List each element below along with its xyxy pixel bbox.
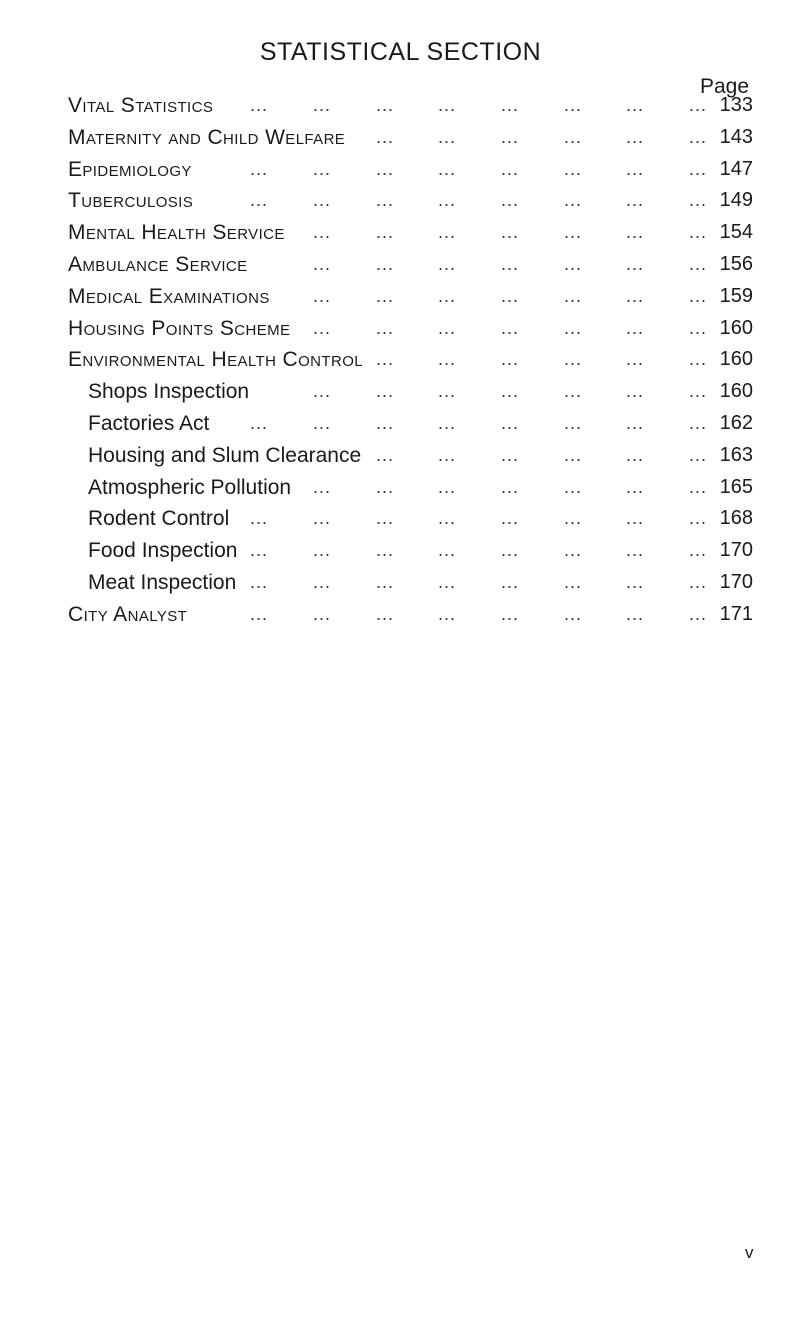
leader-dot-group: ... (564, 444, 583, 465)
toc-entry (0, 344, 801, 376)
leader-dots (0, 408, 801, 440)
leader-dot-group: ... (250, 508, 269, 529)
leader-dots (0, 90, 801, 122)
leader-dot-group: ... (501, 222, 520, 243)
toc-entry (0, 249, 801, 281)
leader-dots (0, 122, 801, 154)
leader-dot-group: ... (689, 540, 708, 561)
leader-dot-group: ... (501, 95, 520, 115)
leader-dot-group: ... (501, 603, 520, 624)
toc-subentry (0, 440, 801, 472)
leader-dot-group: ... (626, 540, 645, 561)
leader-dot-group: ... (626, 603, 645, 624)
leader-dot-group: ... (313, 95, 332, 115)
leader-dot-group: ... (376, 95, 395, 115)
leader-dot-group: ... (564, 508, 583, 529)
leader-dot-group: ... (438, 95, 457, 115)
toc-entry (0, 281, 801, 313)
leader-dot-group: ... (313, 222, 332, 243)
toc-entry-title: City Analyst (68, 602, 188, 626)
leader-dot-group: ... (501, 508, 520, 529)
toc-entry-title: Mental Health Service (68, 221, 285, 245)
toc-entry-page: 154 (719, 221, 753, 244)
toc-entry-title: Vital Statistics (68, 94, 214, 117)
leader-dot-group: ... (250, 540, 269, 561)
leader-dot-group: ... (501, 412, 520, 433)
leader-dot-group: ... (564, 253, 583, 274)
leader-dot-group: ... (689, 317, 708, 338)
leader-dot-group: ... (626, 222, 645, 243)
leader-dot-group: ... (626, 126, 645, 147)
leader-dot-group: ... (438, 444, 457, 465)
leader-dots (0, 313, 801, 345)
leader-dot-group: ... (313, 508, 332, 529)
leader-dot-group: ... (564, 476, 583, 497)
leader-dot-group: ... (564, 540, 583, 561)
toc-entry (0, 313, 801, 345)
leader-dots (0, 535, 801, 567)
section-heading: STATISTICAL SECTION (259, 38, 542, 66)
leader-dot-group: ... (626, 381, 645, 402)
leader-dot-group: ... (313, 412, 332, 433)
leader-dots (0, 376, 801, 408)
leader-dot-group: ... (376, 381, 395, 402)
leader-dot-group: ... (626, 253, 645, 274)
leader-dot-group: ... (564, 317, 583, 338)
leader-dot-group: ... (438, 285, 457, 306)
toc-subentry (0, 376, 801, 408)
leader-dot-group: ... (501, 126, 520, 147)
leader-dot-group: ... (250, 95, 269, 115)
leader-dot-group: ... (376, 603, 395, 624)
leader-dot-group: ... (689, 571, 708, 592)
leader-dot-group: ... (313, 540, 332, 561)
leader-dot-group: ... (376, 571, 395, 592)
page-folio: v (745, 1243, 754, 1262)
leader-dot-group: ... (376, 253, 395, 274)
toc-entry-page: 170 (719, 570, 753, 593)
leader-dot-group: ... (689, 476, 708, 497)
leader-dot-group: ... (501, 476, 520, 497)
toc-entry-page: 171 (719, 602, 753, 625)
toc-entry-page: 160 (719, 316, 753, 339)
leader-dot-group: ... (250, 190, 269, 211)
leader-dot-group: ... (376, 412, 395, 433)
leader-dot-group: ... (626, 476, 645, 497)
leader-dot-group: ... (313, 285, 332, 306)
toc-entry-title: Atmospheric Pollution (88, 475, 292, 499)
leader-dots (0, 440, 801, 472)
leader-dot-group: ... (626, 349, 645, 370)
toc-entry-title: Housing Points Scheme (68, 316, 291, 340)
leader-dot-group: ... (438, 253, 457, 274)
leader-dot-group: ... (438, 349, 457, 370)
leader-dot-group: ... (376, 158, 395, 179)
leader-dots (0, 503, 801, 535)
toc-subentry (0, 472, 801, 504)
toc-entry-title: Epidemiology (68, 157, 192, 181)
leader-dot-group: ... (501, 285, 520, 306)
page-column-label: Page (700, 75, 750, 98)
toc-entry-page: 159 (719, 284, 753, 307)
leader-dot-group: ... (376, 190, 395, 211)
toc-subentry (0, 503, 801, 535)
leader-dot-group: ... (564, 381, 583, 402)
leader-dots (0, 249, 801, 281)
leader-dot-group: ... (564, 285, 583, 306)
leader-dot-group: ... (689, 253, 708, 274)
leader-dots (0, 344, 801, 376)
leader-dot-group: ... (689, 126, 708, 147)
leader-dots (0, 185, 801, 217)
leader-dot-group: ... (626, 285, 645, 306)
leader-dot-group: ... (376, 126, 395, 147)
leader-dot-group: ... (564, 603, 583, 624)
leader-dot-group: ... (564, 571, 583, 592)
leader-dot-group: ... (313, 571, 332, 592)
leader-dot-group: ... (626, 190, 645, 211)
toc-entry (0, 154, 801, 186)
toc-entry-page: 143 (719, 125, 753, 148)
leader-dot-group: ... (376, 285, 395, 306)
leader-dot-group: ... (564, 349, 583, 370)
toc-subentry (0, 567, 801, 599)
toc-subentry (0, 535, 801, 567)
toc-entry-title: Environmental Health Control (68, 348, 364, 372)
leader-dot-group: ... (501, 444, 520, 465)
leader-dot-group: ... (689, 190, 708, 211)
leader-dot-group: ... (250, 603, 269, 624)
leader-dot-group: ... (689, 508, 708, 529)
toc-entry (0, 217, 801, 249)
leader-dot-group: ... (501, 158, 520, 179)
toc-entry-page: 156 (719, 252, 753, 275)
leader-dot-group: ... (313, 381, 332, 402)
leader-dot-group: ... (438, 412, 457, 433)
leader-dot-group: ... (689, 444, 708, 465)
toc-entry-page: 162 (719, 411, 753, 434)
leader-dot-group: ... (626, 317, 645, 338)
leader-dot-group: ... (250, 412, 269, 433)
leader-dot-group: ... (626, 508, 645, 529)
toc-entry (0, 90, 801, 122)
leader-dot-group: ... (689, 158, 708, 179)
toc-entry-title: Medical Examinations (68, 284, 270, 308)
leader-dot-group: ... (501, 381, 520, 402)
toc-entry-page: 149 (719, 189, 753, 212)
toc-entry (0, 122, 801, 154)
leader-dot-group: ... (438, 381, 457, 402)
leader-dot-group: ... (501, 571, 520, 592)
leader-dot-group: ... (313, 476, 332, 497)
leader-dots (0, 217, 801, 249)
toc-entry-title: Meat Inspection (88, 570, 237, 594)
leader-dot-group: ... (250, 571, 269, 592)
leader-dot-group: ... (376, 222, 395, 243)
leader-dot-group: ... (564, 158, 583, 179)
leader-dot-group: ... (564, 412, 583, 433)
leader-dot-group: ... (689, 603, 708, 624)
leader-dot-group: ... (501, 317, 520, 338)
leader-dot-group: ... (438, 540, 457, 561)
leader-dot-group: ... (250, 158, 269, 179)
leader-dot-group: ... (438, 126, 457, 147)
leader-dot-group: ... (626, 412, 645, 433)
toc-entry-page: 160 (719, 348, 753, 371)
leader-dot-group: ... (564, 190, 583, 211)
leader-dot-group: ... (376, 349, 395, 370)
leader-dot-group: ... (438, 190, 457, 211)
toc-entry-page: 168 (719, 507, 753, 530)
table-of-contents (0, 90, 801, 631)
leader-dot-group: ... (689, 95, 708, 115)
toc-entry (0, 599, 801, 631)
toc-entry-page: 170 (719, 539, 753, 562)
leader-dot-group: ... (626, 444, 645, 465)
leader-dot-group: ... (438, 158, 457, 179)
leader-dot-group: ... (501, 349, 520, 370)
leader-dot-group: ... (376, 444, 395, 465)
leader-dot-group: ... (376, 476, 395, 497)
toc-entry-page: 147 (719, 157, 753, 180)
leader-dot-group: ... (689, 222, 708, 243)
leader-dot-group: ... (626, 95, 645, 115)
leader-dot-group: ... (376, 540, 395, 561)
leader-dots (0, 154, 801, 186)
leader-dot-group: ... (626, 158, 645, 179)
leader-dots (0, 567, 801, 599)
leader-dot-group: ... (689, 412, 708, 433)
toc-entry-title: Housing and Slum Clearance (88, 443, 362, 467)
leader-dot-group: ... (438, 571, 457, 592)
toc-entry-title: Maternity and Child Welfare (68, 125, 346, 149)
leader-dot-group: ... (564, 126, 583, 147)
leader-dot-group: ... (626, 571, 645, 592)
leader-dot-group: ... (313, 603, 332, 624)
toc-entry-title: Shops Inspection (88, 380, 250, 404)
toc-entry-title: Tuberculosis (68, 189, 194, 213)
toc-subentry (0, 408, 801, 440)
leader-dot-group: ... (313, 158, 332, 179)
leader-dot-group: ... (376, 508, 395, 529)
toc-entry-title: Rodent Control (88, 507, 230, 531)
leader-dot-group: ... (438, 476, 457, 497)
leader-dot-group: ... (564, 95, 583, 115)
leader-dot-group: ... (313, 317, 332, 338)
leader-dot-group: ... (501, 253, 520, 274)
leader-dot-group: ... (689, 285, 708, 306)
leader-dot-group: ... (313, 253, 332, 274)
toc-entry-page: 163 (719, 443, 753, 466)
leader-dot-group: ... (438, 603, 457, 624)
leader-dots (0, 472, 801, 504)
leader-dot-group: ... (438, 508, 457, 529)
leader-dots (0, 599, 801, 631)
toc-entry (0, 185, 801, 217)
leader-dot-group: ... (313, 190, 332, 211)
leader-dot-group: ... (438, 317, 457, 338)
leader-dot-group: ... (501, 190, 520, 211)
toc-entry-page: 133 (719, 94, 753, 116)
toc-entry-page: 160 (719, 380, 753, 403)
toc-entry-title: Food Inspection (88, 539, 238, 563)
leader-dot-group: ... (689, 381, 708, 402)
leader-dot-group: ... (564, 222, 583, 243)
leader-dot-group: ... (376, 317, 395, 338)
toc-entry-title: Factories Act (88, 411, 210, 435)
leader-dot-group: ... (438, 222, 457, 243)
toc-entry-page: 165 (719, 475, 753, 498)
leader-dot-group: ... (689, 349, 708, 370)
leader-dot-group: ... (501, 540, 520, 561)
leader-dots (0, 281, 801, 313)
toc-entry-title: Ambulance Service (68, 252, 248, 276)
